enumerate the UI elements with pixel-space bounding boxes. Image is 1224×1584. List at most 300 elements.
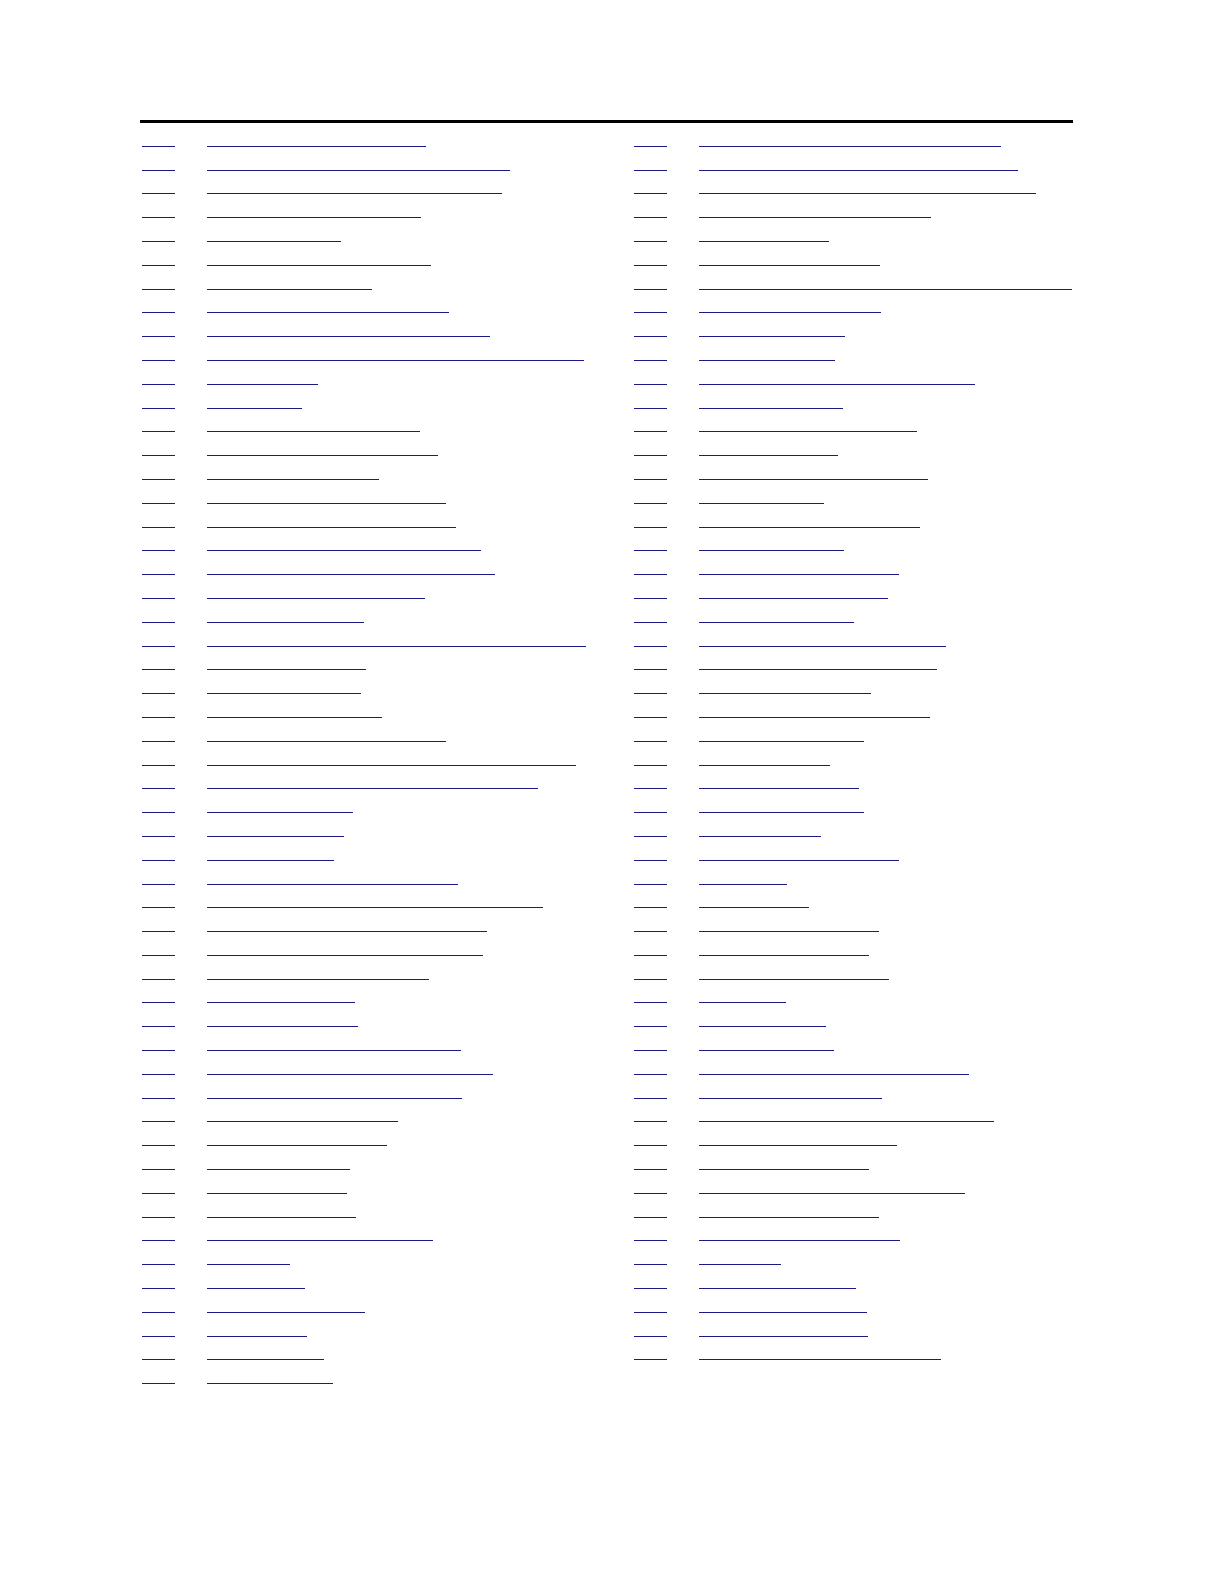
entry-title-link[interactable] <box>699 788 859 789</box>
entry-number-link[interactable] <box>634 193 667 194</box>
entry-title-link[interactable] <box>207 1050 461 1051</box>
entry-title-link[interactable] <box>699 1145 897 1146</box>
entry-number-link[interactable] <box>634 693 667 694</box>
left-index-row <box>142 1348 592 1372</box>
right-index-row <box>634 919 1074 943</box>
entry-number-link[interactable] <box>142 1288 175 1289</box>
entry-number-link[interactable] <box>142 860 175 861</box>
entry-title-link[interactable] <box>699 1217 879 1218</box>
left-index-row <box>142 182 592 206</box>
right-index-row <box>634 658 1074 682</box>
entry-title-link[interactable] <box>699 336 845 337</box>
right-index-row <box>634 1086 1074 1110</box>
entry-number-link[interactable] <box>634 479 667 480</box>
entry-number-link[interactable] <box>634 360 667 361</box>
entry-number-link[interactable] <box>142 217 175 218</box>
entry-number-link[interactable] <box>142 289 175 290</box>
entry-number-link[interactable] <box>634 1050 667 1051</box>
entry-number-link[interactable] <box>634 955 667 956</box>
entry-title-link[interactable] <box>207 1359 324 1360</box>
entry-title-link[interactable] <box>699 455 838 456</box>
entry-number-link[interactable] <box>634 979 667 980</box>
right-index-row <box>634 1157 1074 1181</box>
entry-title-link[interactable] <box>207 1240 433 1241</box>
entry-number-link[interactable] <box>634 170 667 171</box>
entry-title-link[interactable] <box>699 550 844 551</box>
entry-number-link[interactable] <box>634 765 667 766</box>
left-index-row <box>142 1133 592 1157</box>
entry-title-link[interactable] <box>699 765 830 766</box>
entry-number-link[interactable] <box>142 812 175 813</box>
entry-number-link[interactable] <box>634 1121 667 1122</box>
entry-number-link[interactable] <box>634 574 667 575</box>
entry-title-link[interactable] <box>207 360 584 361</box>
left-index-row <box>142 396 592 420</box>
entry-number-link[interactable] <box>142 479 175 480</box>
entry-title-link[interactable] <box>207 241 341 242</box>
left-index-row <box>142 919 592 943</box>
entry-title-link[interactable] <box>699 1002 786 1003</box>
left-index-row <box>142 1324 592 1348</box>
left-index-row <box>142 539 592 563</box>
entry-title-link[interactable] <box>699 1240 900 1241</box>
left-index-row <box>142 1229 592 1253</box>
entry-title-link[interactable] <box>207 431 420 432</box>
entry-number-link[interactable] <box>142 431 175 432</box>
entry-number-link[interactable] <box>142 550 175 551</box>
entry-number-link[interactable] <box>142 336 175 337</box>
entry-title-link[interactable] <box>699 836 821 837</box>
entry-number-link[interactable] <box>634 1217 667 1218</box>
entry-title-link[interactable] <box>699 1312 867 1313</box>
entry-number-link[interactable] <box>634 646 667 647</box>
entry-number-link[interactable] <box>142 741 175 742</box>
right-index-row <box>634 467 1074 491</box>
entry-number-link[interactable] <box>634 1074 667 1075</box>
entry-title-link[interactable] <box>699 646 946 647</box>
left-index-row <box>142 1300 592 1324</box>
entry-title-link[interactable] <box>699 241 829 242</box>
entry-title-link[interactable] <box>699 384 975 385</box>
entry-title-link[interactable] <box>207 931 487 932</box>
entry-number-link[interactable] <box>634 312 667 313</box>
entry-title-link[interactable] <box>207 170 510 171</box>
entry-title-link[interactable] <box>207 1193 347 1194</box>
entry-number-link[interactable] <box>142 241 175 242</box>
entry-number-link[interactable] <box>634 622 667 623</box>
left-index-row <box>142 634 592 658</box>
entry-title-link[interactable] <box>207 1121 398 1122</box>
left-index-row <box>142 158 592 182</box>
right-index-row <box>634 301 1074 325</box>
entry-number-link[interactable] <box>142 836 175 837</box>
entry-number-link[interactable] <box>634 289 667 290</box>
entry-title-link[interactable] <box>699 693 871 694</box>
entry-title-link[interactable] <box>207 1288 305 1289</box>
right-index-row <box>634 443 1074 467</box>
right-index-row <box>634 372 1074 396</box>
entry-title-link[interactable] <box>207 1098 462 1099</box>
entry-number-link[interactable] <box>142 170 175 171</box>
entry-number-link[interactable] <box>142 1312 175 1313</box>
entry-number-link[interactable] <box>142 1169 175 1170</box>
entry-number-link[interactable] <box>142 265 175 266</box>
right-index-row <box>634 848 1074 872</box>
left-index-row <box>142 372 592 396</box>
right-index-row <box>634 539 1074 563</box>
entry-number-link[interactable] <box>634 408 667 409</box>
entry-number-link[interactable] <box>634 1240 667 1241</box>
entry-number-link[interactable] <box>142 907 175 908</box>
right-index-row <box>634 158 1074 182</box>
entry-title-link[interactable] <box>699 193 1036 194</box>
entry-title-link[interactable] <box>699 1026 826 1027</box>
entry-title-link[interactable] <box>207 527 456 528</box>
entry-title-link[interactable] <box>207 550 481 551</box>
entry-number-link[interactable] <box>634 907 667 908</box>
entry-number-link[interactable] <box>142 646 175 647</box>
entry-number-link[interactable] <box>142 408 175 409</box>
right-index-row <box>634 705 1074 729</box>
left-index-row <box>142 943 592 967</box>
entry-title-link[interactable] <box>699 265 880 266</box>
entry-title-link[interactable] <box>699 1074 969 1075</box>
entry-title-link[interactable] <box>207 693 361 694</box>
left-index-row <box>142 1062 592 1086</box>
entry-title-link[interactable] <box>207 860 334 861</box>
index-column-right <box>634 134 1074 1371</box>
right-index-row <box>634 1348 1074 1372</box>
entry-title-link[interactable] <box>699 146 1001 147</box>
right-index-row <box>634 1205 1074 1229</box>
right-index-row <box>634 967 1074 991</box>
entry-title-link[interactable] <box>207 312 449 313</box>
entry-title-link[interactable] <box>699 1359 941 1360</box>
entry-number-link[interactable] <box>142 669 175 670</box>
entry-number-link[interactable] <box>142 384 175 385</box>
entry-title-link[interactable] <box>699 622 854 623</box>
entry-title-link[interactable] <box>699 503 824 504</box>
left-index-row <box>142 967 592 991</box>
entry-number-link[interactable] <box>142 1217 175 1218</box>
right-index-row <box>634 610 1074 634</box>
entry-number-link[interactable] <box>634 527 667 528</box>
right-index-row <box>634 420 1074 444</box>
left-index-row <box>142 205 592 229</box>
entry-title-link[interactable] <box>699 1121 994 1122</box>
entry-title-link[interactable] <box>207 1336 307 1337</box>
right-index-row <box>634 491 1074 515</box>
entry-number-link[interactable] <box>142 1121 175 1122</box>
entry-title-link[interactable] <box>207 1169 350 1170</box>
entry-title-link[interactable] <box>207 193 502 194</box>
entry-number-link[interactable] <box>142 1145 175 1146</box>
entry-title-link[interactable] <box>207 336 490 337</box>
entry-title-link[interactable] <box>699 1193 965 1194</box>
entry-number-link[interactable] <box>634 741 667 742</box>
entry-number-link[interactable] <box>142 1074 175 1075</box>
entry-number-link[interactable] <box>634 1002 667 1003</box>
entry-title-link[interactable] <box>699 408 843 409</box>
entry-title-link[interactable] <box>207 884 458 885</box>
index-column-left <box>142 134 592 1395</box>
entry-number-link[interactable] <box>634 1026 667 1027</box>
left-index-row <box>142 229 592 253</box>
left-index-row <box>142 443 592 467</box>
right-index-row <box>634 1229 1074 1253</box>
entry-number-link[interactable] <box>634 788 667 789</box>
entry-title-link[interactable] <box>207 1002 355 1003</box>
entry-title-link[interactable] <box>699 884 787 885</box>
entry-number-link[interactable] <box>142 622 175 623</box>
entry-title-link[interactable] <box>207 1312 365 1313</box>
entry-number-link[interactable] <box>634 717 667 718</box>
entry-title-link[interactable] <box>207 622 364 623</box>
entry-number-link[interactable] <box>634 1312 667 1313</box>
entry-number-link[interactable] <box>142 955 175 956</box>
entry-title-link[interactable] <box>207 1383 333 1384</box>
entry-title-link[interactable] <box>699 812 864 813</box>
entry-number-link[interactable] <box>634 836 667 837</box>
entry-number-link[interactable] <box>142 788 175 789</box>
right-index-row <box>634 396 1074 420</box>
entry-title-link[interactable] <box>207 1074 493 1075</box>
entry-number-link[interactable] <box>634 1098 667 1099</box>
entry-number-link[interactable] <box>634 1169 667 1170</box>
left-index-row <box>142 1157 592 1181</box>
right-index-row <box>634 729 1074 753</box>
left-index-row <box>142 1086 592 1110</box>
entry-title-link[interactable] <box>207 669 366 670</box>
entry-number-link[interactable] <box>142 931 175 932</box>
entry-number-link[interactable] <box>142 1002 175 1003</box>
entry-title-link[interactable] <box>699 574 899 575</box>
left-index-row <box>142 705 592 729</box>
entry-number-link[interactable] <box>634 217 667 218</box>
entry-number-link[interactable] <box>142 1383 175 1384</box>
entry-title-link[interactable] <box>699 360 835 361</box>
entry-title-link[interactable] <box>699 955 869 956</box>
entry-number-link[interactable] <box>142 360 175 361</box>
right-index-row <box>634 277 1074 301</box>
right-index-row <box>634 253 1074 277</box>
right-index-row <box>634 824 1074 848</box>
left-index-row <box>142 991 592 1015</box>
entry-title-link[interactable] <box>699 170 1018 171</box>
entry-title-link[interactable] <box>699 741 864 742</box>
entry-title-link[interactable] <box>699 1050 834 1051</box>
entry-number-link[interactable] <box>634 1193 667 1194</box>
entry-title-link[interactable] <box>699 598 888 599</box>
right-index-row <box>634 1133 1074 1157</box>
entry-title-link[interactable] <box>699 669 937 670</box>
entry-number-link[interactable] <box>142 693 175 694</box>
right-index-row <box>634 991 1074 1015</box>
right-index-row <box>634 515 1074 539</box>
right-index-row <box>634 586 1074 610</box>
left-index-row <box>142 800 592 824</box>
right-index-row <box>634 943 1074 967</box>
entry-number-link[interactable] <box>142 312 175 313</box>
entry-title-link[interactable] <box>699 1098 882 1099</box>
entry-number-link[interactable] <box>634 931 667 932</box>
right-index-row <box>634 1276 1074 1300</box>
entry-number-link[interactable] <box>142 1026 175 1027</box>
entry-title-link[interactable] <box>207 598 425 599</box>
entry-title-link[interactable] <box>207 907 543 908</box>
entry-title-link[interactable] <box>699 431 917 432</box>
entry-number-link[interactable] <box>142 193 175 194</box>
entry-title-link[interactable] <box>699 312 881 313</box>
entry-number-link[interactable] <box>634 384 667 385</box>
left-index-row <box>142 1371 592 1395</box>
entry-number-link[interactable] <box>634 884 667 885</box>
entry-number-link[interactable] <box>634 550 667 551</box>
entry-title-link[interactable] <box>207 479 379 480</box>
entry-number-link[interactable] <box>634 1336 667 1337</box>
left-index-row <box>142 1014 592 1038</box>
entry-number-link[interactable] <box>142 717 175 718</box>
right-index-row <box>634 348 1074 372</box>
entry-title-link[interactable] <box>207 741 446 742</box>
left-index-row <box>142 134 592 158</box>
entry-number-link[interactable] <box>634 1288 667 1289</box>
entry-title-link[interactable] <box>207 1264 290 1265</box>
entry-number-link[interactable] <box>634 431 667 432</box>
entry-title-link[interactable] <box>207 574 495 575</box>
entry-title-link[interactable] <box>207 1026 358 1027</box>
entry-title-link[interactable] <box>699 217 931 218</box>
entry-title-link[interactable] <box>207 646 586 647</box>
entry-number-link[interactable] <box>634 146 667 147</box>
entry-number-link[interactable] <box>142 1359 175 1360</box>
entry-number-link[interactable] <box>634 812 667 813</box>
entry-number-link[interactable] <box>142 1193 175 1194</box>
entry-title-link[interactable] <box>207 265 431 266</box>
entry-title-link[interactable] <box>207 812 353 813</box>
entry-number-link[interactable] <box>634 241 667 242</box>
entry-number-link[interactable] <box>142 1264 175 1265</box>
entry-title-link[interactable] <box>699 1336 868 1337</box>
entry-title-link[interactable] <box>699 1264 781 1265</box>
entry-title-link[interactable] <box>207 503 446 504</box>
entry-title-link[interactable] <box>699 907 809 908</box>
entry-number-link[interactable] <box>142 455 175 456</box>
entry-number-link[interactable] <box>634 1145 667 1146</box>
entry-number-link[interactable] <box>142 503 175 504</box>
entry-title-link[interactable] <box>207 788 538 789</box>
entry-title-link[interactable] <box>699 479 928 480</box>
entry-number-link[interactable] <box>142 527 175 528</box>
entry-number-link[interactable] <box>634 455 667 456</box>
right-index-row <box>634 182 1074 206</box>
left-index-row <box>142 610 592 634</box>
left-index-row <box>142 348 592 372</box>
left-index-row <box>142 420 592 444</box>
entry-title-link[interactable] <box>699 860 899 861</box>
entry-title-link[interactable] <box>699 1288 856 1289</box>
entry-title-link[interactable] <box>699 1169 869 1170</box>
left-index-row <box>142 848 592 872</box>
left-index-row <box>142 896 592 920</box>
entry-number-link[interactable] <box>634 503 667 504</box>
left-index-row <box>142 872 592 896</box>
entry-title-link[interactable] <box>699 931 879 932</box>
right-index-row <box>634 205 1074 229</box>
left-index-row <box>142 824 592 848</box>
right-index-row <box>634 1014 1074 1038</box>
entry-title-link[interactable] <box>207 455 438 456</box>
right-index-row <box>634 324 1074 348</box>
entry-number-link[interactable] <box>142 574 175 575</box>
entry-number-link[interactable] <box>142 884 175 885</box>
entry-title-link[interactable] <box>699 527 920 528</box>
right-index-row <box>634 1300 1074 1324</box>
entry-number-link[interactable] <box>634 598 667 599</box>
entry-title-link[interactable] <box>699 717 930 718</box>
entry-title-link[interactable] <box>207 765 576 766</box>
left-index-row <box>142 491 592 515</box>
right-index-row <box>634 896 1074 920</box>
right-index-row <box>634 1038 1074 1062</box>
entry-number-link[interactable] <box>142 146 175 147</box>
entry-number-link[interactable] <box>142 1098 175 1099</box>
left-index-row <box>142 253 592 277</box>
entry-number-link[interactable] <box>142 598 175 599</box>
right-index-row <box>634 681 1074 705</box>
entry-title-link[interactable] <box>207 289 372 290</box>
left-index-row <box>142 1038 592 1062</box>
right-index-row <box>634 1062 1074 1086</box>
entry-number-link[interactable] <box>142 979 175 980</box>
left-index-row <box>142 658 592 682</box>
entry-title-link[interactable] <box>207 146 426 147</box>
entry-title-link[interactable] <box>207 217 421 218</box>
left-index-row <box>142 277 592 301</box>
left-index-row <box>142 515 592 539</box>
entry-title-link[interactable] <box>207 408 302 409</box>
entry-title-link[interactable] <box>207 1217 356 1218</box>
entry-number-link[interactable] <box>634 265 667 266</box>
entry-number-link[interactable] <box>634 860 667 861</box>
right-index-row <box>634 872 1074 896</box>
entry-title-link[interactable] <box>207 1145 387 1146</box>
left-index-row <box>142 1252 592 1276</box>
entry-title-link[interactable] <box>699 979 889 980</box>
entry-number-link[interactable] <box>142 1050 175 1051</box>
right-index-row <box>634 1252 1074 1276</box>
entry-number-link[interactable] <box>142 765 175 766</box>
entry-number-link[interactable] <box>142 1336 175 1337</box>
right-index-row <box>634 634 1074 658</box>
entry-title-link[interactable] <box>207 717 382 718</box>
left-index-row <box>142 586 592 610</box>
left-index-row <box>142 1181 592 1205</box>
left-index-row <box>142 301 592 325</box>
entry-number-link[interactable] <box>634 669 667 670</box>
left-index-row <box>142 681 592 705</box>
left-index-row <box>142 1205 592 1229</box>
entry-title-link[interactable] <box>699 289 1072 290</box>
entry-title-link[interactable] <box>207 979 429 980</box>
entry-number-link[interactable] <box>634 336 667 337</box>
entry-title-link[interactable] <box>207 955 483 956</box>
entry-title-link[interactable] <box>207 836 344 837</box>
entry-title-link[interactable] <box>207 384 318 385</box>
entry-number-link[interactable] <box>142 1240 175 1241</box>
entry-number-link[interactable] <box>634 1264 667 1265</box>
entry-number-link[interactable] <box>634 1359 667 1360</box>
